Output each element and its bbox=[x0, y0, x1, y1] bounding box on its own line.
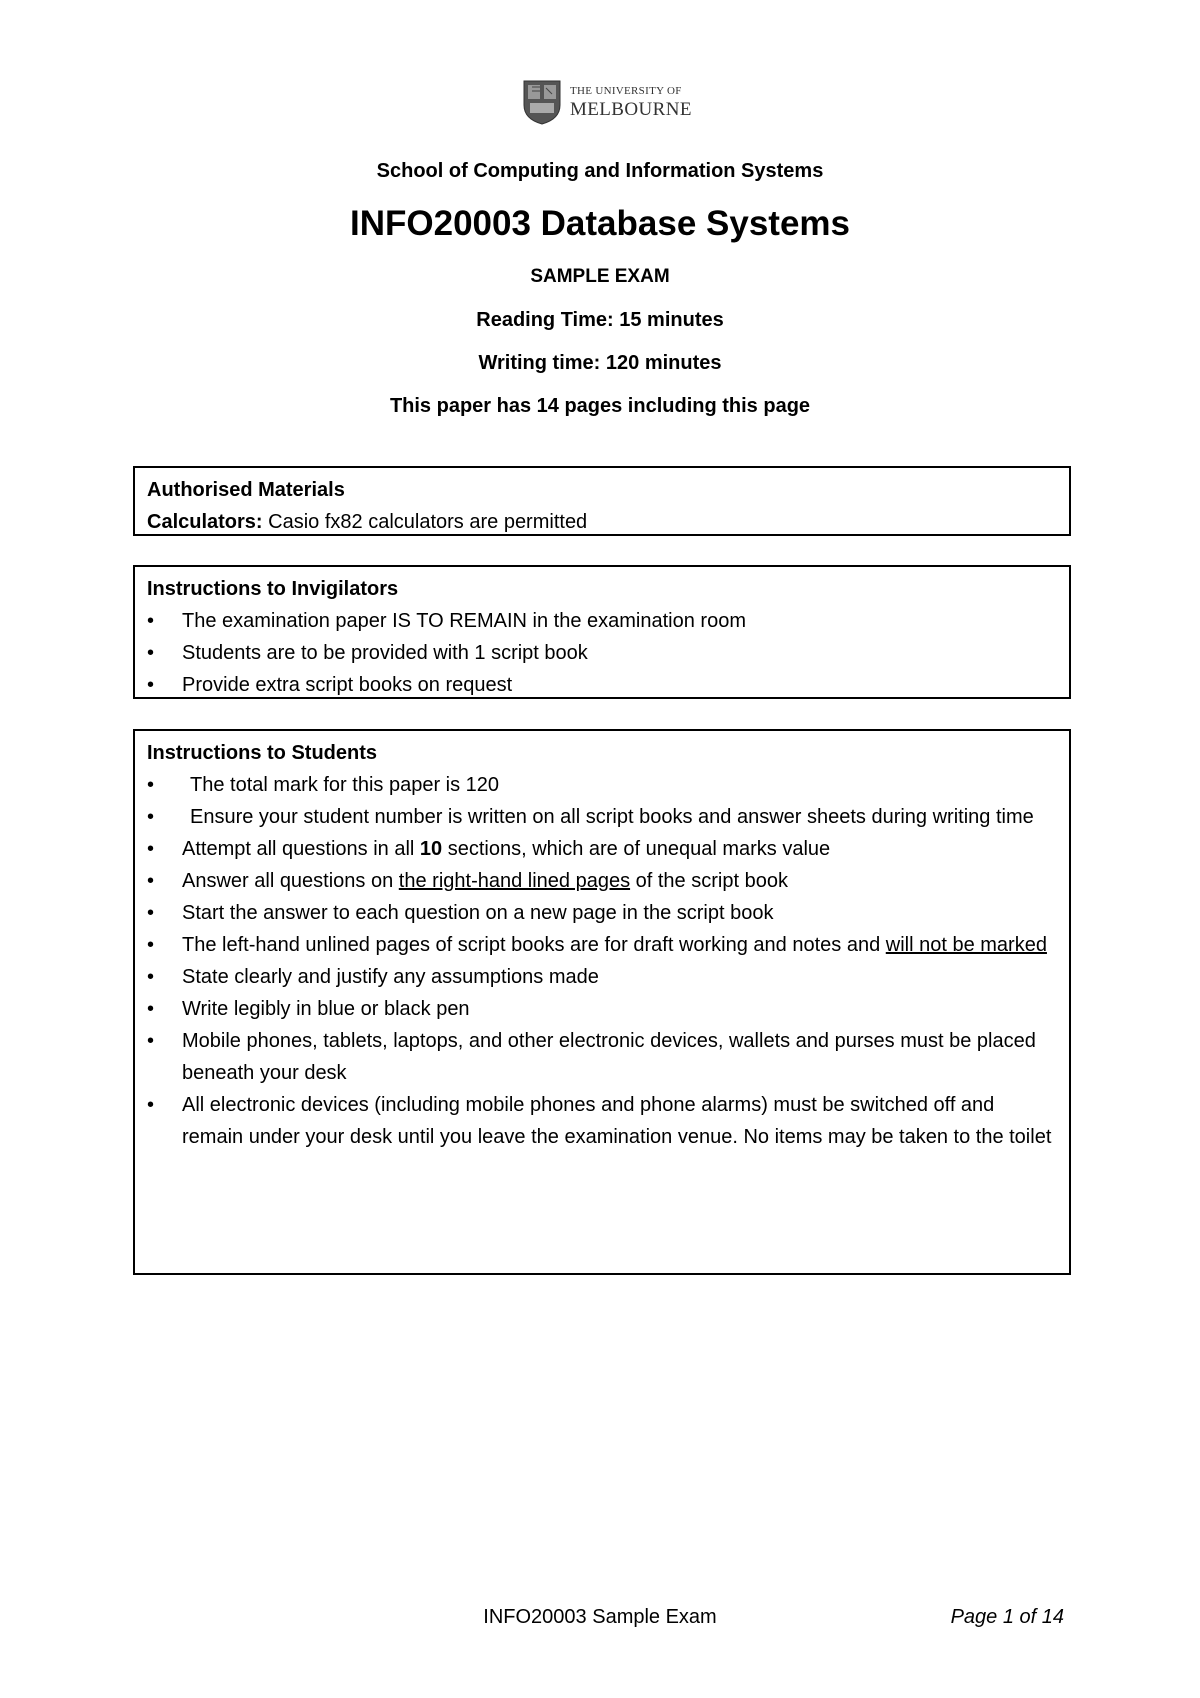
item-text: Answer all questions on bbox=[182, 870, 399, 892]
calculators-text: Casio fx82 calculators are permitted bbox=[262, 511, 588, 533]
logo-text bbox=[570, 86, 692, 119]
list-item: • Ensure your student number is written on all script books and answer sheets during writing time bbox=[147, 801, 1057, 833]
list-item: • Write legibly in blue or black pen bbox=[147, 993, 1057, 1025]
university-crest-icon bbox=[522, 79, 562, 125]
list-item: • All electronic devices (including mobile phones and phone alarms) must be switched off and remain under your desk until you leave the examination venue. No items may be taken to the toilet bbox=[147, 1089, 1057, 1153]
school-name: School of Computing and Information Systems bbox=[376, 160, 824, 182]
invigilator-heading: Instructions to Invigilators bbox=[147, 578, 399, 600]
student-heading: Instructions to Students bbox=[147, 742, 377, 764]
list-item: • Provide extra script books on request bbox=[147, 669, 1057, 701]
student-list bbox=[147, 769, 1057, 1153]
exam-title: INFO20003 Database Systems bbox=[350, 204, 850, 243]
list-item: • Start the answer to each question on a new page in the script book bbox=[147, 897, 1057, 929]
underlined-text: the right-hand lined pages bbox=[398, 870, 631, 892]
logo-line-1: THE UNIVERSITY OF bbox=[570, 84, 682, 97]
authorised-materials-box bbox=[133, 466, 1071, 536]
item-text: sections, which are of unequal marks value bbox=[442, 838, 831, 860]
list-item: • The total mark for this paper is 120 bbox=[147, 769, 1057, 801]
page-number: Page 1 of 14 bbox=[950, 1606, 1064, 1628]
list-item: • Mobile phones, tablets, laptops, and other electronic devices, wallets and purses must be placed beneath your desk bbox=[147, 1025, 1057, 1089]
reading-time: Reading Time: 15 minutes bbox=[476, 309, 724, 331]
student-instructions-box bbox=[133, 729, 1071, 1275]
list-item: • The examination paper IS TO REMAIN in the examination room bbox=[147, 605, 1057, 637]
item-text: Attempt all questions in all bbox=[182, 838, 420, 860]
calculators-line bbox=[147, 506, 1057, 538]
invigilator-list bbox=[147, 605, 1057, 701]
calculators-label: Calculators: bbox=[147, 511, 263, 533]
item-text: of the script book bbox=[630, 870, 788, 892]
list-item bbox=[147, 865, 1057, 897]
list-item: • Students are to be provided with 1 script book bbox=[147, 637, 1057, 669]
list-item bbox=[147, 833, 1057, 865]
authorised-heading: Authorised Materials bbox=[147, 479, 345, 501]
university-logo bbox=[522, 76, 692, 128]
section-count: 10 bbox=[419, 838, 443, 860]
list-item: • State clearly and justify any assumptions made bbox=[147, 961, 1057, 993]
underlined-text: will not be marked bbox=[885, 934, 1047, 956]
writing-time: Writing time: 120 minutes bbox=[478, 352, 722, 374]
footer-title: INFO20003 Sample Exam bbox=[483, 1606, 717, 1628]
logo-line-2: MELBOURNE bbox=[570, 98, 692, 120]
list-item bbox=[147, 929, 1057, 961]
pages-note: This paper has 14 pages including this page bbox=[389, 395, 811, 417]
invigilator-instructions-box bbox=[133, 565, 1071, 699]
item-text: The left-hand unlined pages of script books are for draft working and notes and bbox=[182, 934, 886, 956]
exam-subtitle: SAMPLE EXAM bbox=[530, 266, 670, 287]
